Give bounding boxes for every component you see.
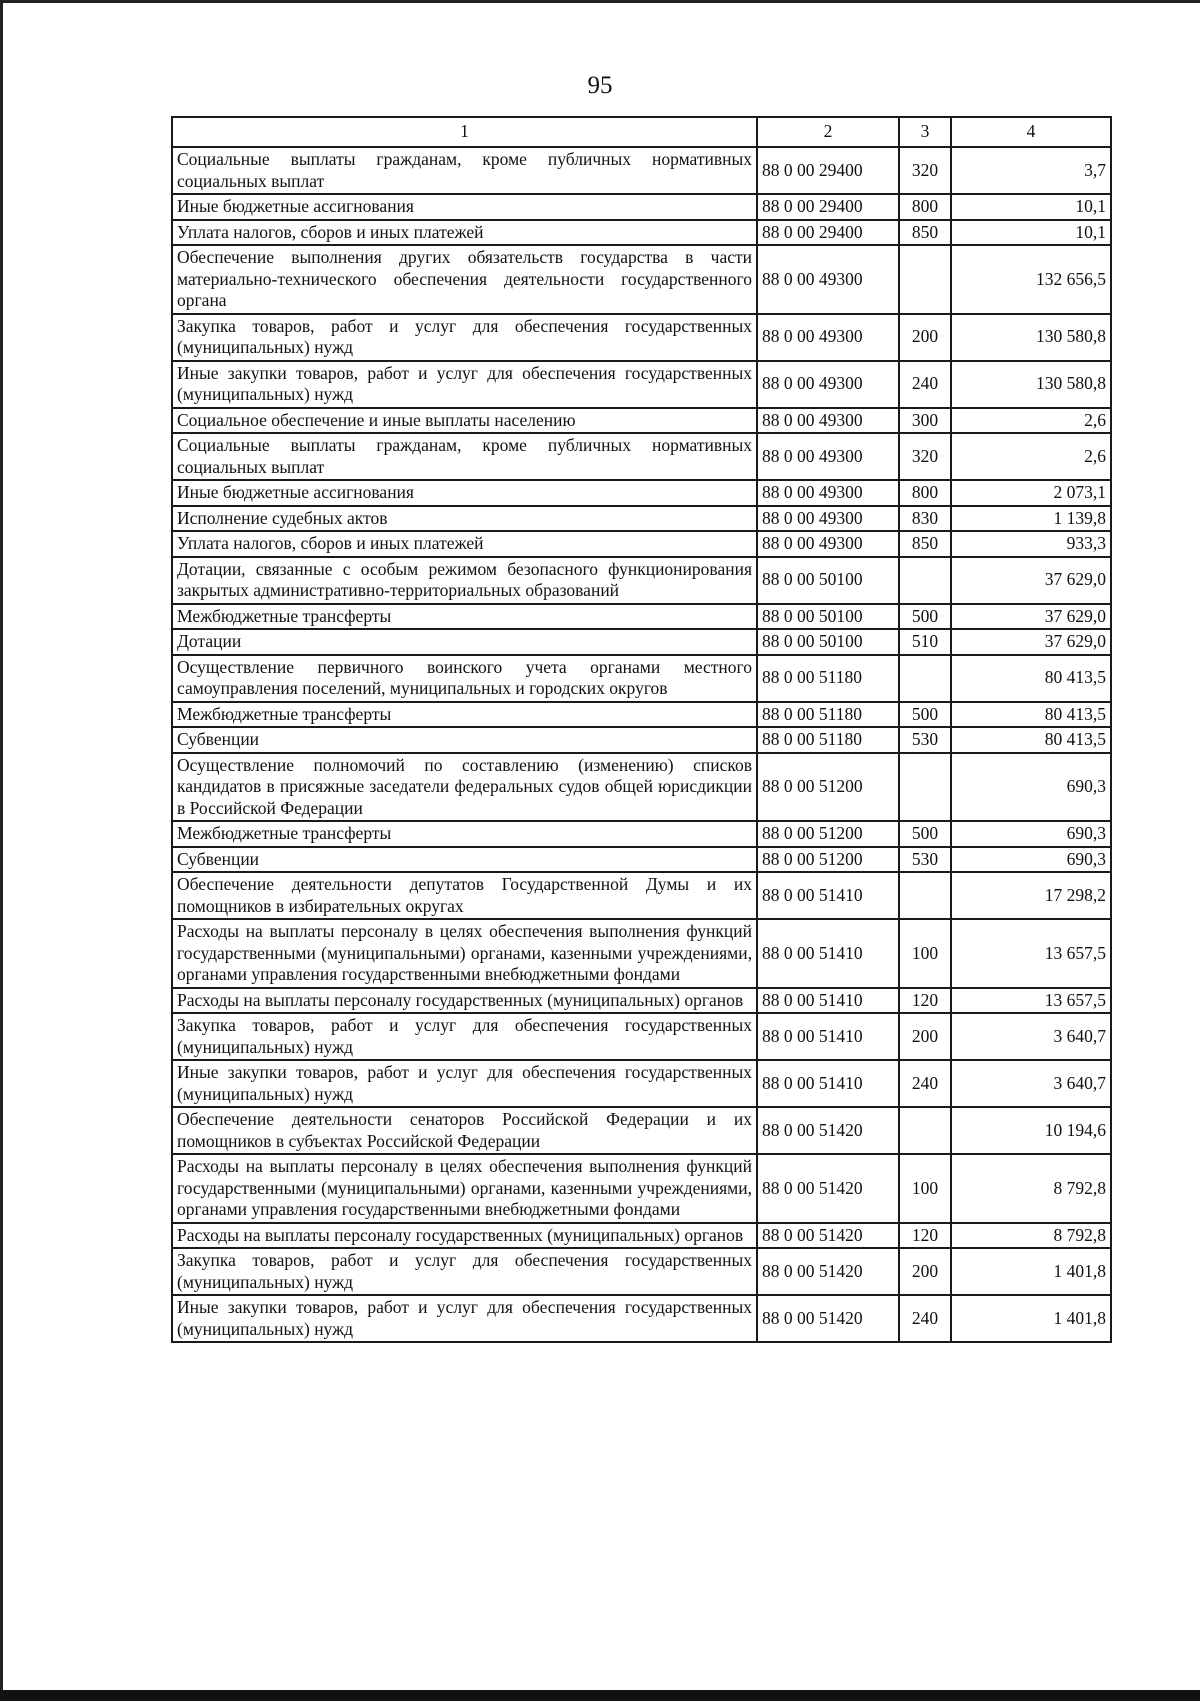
row-amount-cell: 2,6 <box>951 433 1111 480</box>
row-code-cell: 88 0 00 49300 <box>757 361 899 408</box>
table-row <box>172 919 1111 988</box>
row-amount-cell: 80 413,5 <box>951 727 1111 753</box>
row-name-cell: Социальное обеспечение и иные выплаты населению <box>172 408 757 434</box>
row-code-cell: 88 0 00 49300 <box>757 245 899 314</box>
row-code-cell: 88 0 00 51410 <box>757 872 899 919</box>
table-row <box>172 1154 1111 1223</box>
table-row <box>172 480 1111 506</box>
table-row <box>172 847 1111 873</box>
row-code-cell: 88 0 00 51410 <box>757 988 899 1014</box>
row-type-cell: 200 <box>899 314 951 361</box>
row-type-cell: 120 <box>899 1223 951 1249</box>
row-amount-cell: 17 298,2 <box>951 872 1111 919</box>
row-amount-cell: 13 657,5 <box>951 988 1111 1014</box>
row-code-cell: 88 0 00 49300 <box>757 408 899 434</box>
row-type-cell: 240 <box>899 1295 951 1342</box>
row-name-cell: Иные закупки товаров, работ и услуг для обеспечения государственных (муниципальных) нужд <box>172 1295 757 1342</box>
page-number: 95 <box>587 72 613 99</box>
column-header-amount: 4 <box>951 117 1111 147</box>
row-type-cell: 500 <box>899 821 951 847</box>
row-type-cell: 320 <box>899 147 951 194</box>
row-amount-cell: 10 194,6 <box>951 1107 1111 1154</box>
row-name-cell: Расходы на выплаты персоналу в целях обеспечения выполнения функций государственными (муниципальными) органами, казенными учреждениями, органами управления государственными внебюджетными фондами <box>172 919 757 988</box>
table-row <box>172 433 1111 480</box>
row-code-cell: 88 0 00 29400 <box>757 147 899 194</box>
table-row <box>172 147 1111 194</box>
row-name-cell: Уплата налогов, сборов и иных платежей <box>172 220 757 246</box>
table-row <box>172 1107 1111 1154</box>
row-amount-cell: 80 413,5 <box>951 655 1111 702</box>
row-type-cell: 120 <box>899 988 951 1014</box>
scan-edge-left <box>0 0 3 1701</box>
table-row <box>172 1295 1111 1342</box>
row-code-cell: 88 0 00 51200 <box>757 753 899 822</box>
row-code-cell: 88 0 00 29400 <box>757 194 899 220</box>
row-name-cell: Обеспечение выполнения других обязательств государства в части материально-технического обеспечения деятельности государственного органа <box>172 245 757 314</box>
row-code-cell: 88 0 00 51180 <box>757 655 899 702</box>
row-name-cell: Иные закупки товаров, работ и услуг для обеспечения государственных (муниципальных) нужд <box>172 1060 757 1107</box>
row-name-cell: Субвенции <box>172 847 757 873</box>
row-name-cell: Расходы на выплаты персоналу в целях обеспечения выполнения функций государственными (муниципальными) органами, казенными учреждениями, органами управления государственными внебюджетными фондами <box>172 1154 757 1223</box>
row-name-cell: Осуществление полномочий по составлению (изменению) списков кандидатов в присяжные заседатели федеральных судов общей юрисдикции в Российской Федерации <box>172 753 757 822</box>
row-amount-cell: 80 413,5 <box>951 702 1111 728</box>
row-type-cell <box>899 655 951 702</box>
row-amount-cell: 933,3 <box>951 531 1111 557</box>
row-type-cell <box>899 872 951 919</box>
row-type-cell: 240 <box>899 1060 951 1107</box>
row-amount-cell: 2,6 <box>951 408 1111 434</box>
row-code-cell: 88 0 00 51410 <box>757 919 899 988</box>
row-name-cell: Межбюджетные трансферты <box>172 702 757 728</box>
table-row <box>172 1223 1111 1249</box>
scan-edge-bottom <box>0 1690 1200 1701</box>
row-type-cell: 240 <box>899 361 951 408</box>
table-row <box>172 531 1111 557</box>
row-amount-cell: 2 073,1 <box>951 480 1111 506</box>
row-type-cell <box>899 1107 951 1154</box>
row-code-cell: 88 0 00 49300 <box>757 480 899 506</box>
row-name-cell: Иные закупки товаров, работ и услуг для обеспечения государственных (муниципальных) нужд <box>172 361 757 408</box>
row-type-cell <box>899 557 951 604</box>
table-row <box>172 872 1111 919</box>
row-amount-cell: 690,3 <box>951 821 1111 847</box>
row-type-cell: 500 <box>899 604 951 630</box>
row-name-cell: Закупка товаров, работ и услуг для обеспечения государственных (муниципальных) нужд <box>172 314 757 361</box>
table-row <box>172 245 1111 314</box>
table-row <box>172 1248 1111 1295</box>
row-code-cell: 88 0 00 51420 <box>757 1154 899 1223</box>
row-amount-cell: 37 629,0 <box>951 629 1111 655</box>
row-name-cell: Обеспечение деятельности депутатов Государственной Думы и их помощников в избирательных округах <box>172 872 757 919</box>
table-row <box>172 727 1111 753</box>
table-row <box>172 506 1111 532</box>
row-type-cell: 500 <box>899 702 951 728</box>
row-name-cell: Иные бюджетные ассигнования <box>172 480 757 506</box>
table-row <box>172 361 1111 408</box>
row-type-cell: 200 <box>899 1248 951 1295</box>
row-code-cell: 88 0 00 51180 <box>757 727 899 753</box>
row-amount-cell: 690,3 <box>951 753 1111 822</box>
row-name-cell: Осуществление первичного воинского учета органами местного самоуправления поселений, муниципальных и городских округов <box>172 655 757 702</box>
row-amount-cell: 10,1 <box>951 194 1111 220</box>
row-amount-cell: 8 792,8 <box>951 1154 1111 1223</box>
row-type-cell: 100 <box>899 919 951 988</box>
row-amount-cell: 1 139,8 <box>951 506 1111 532</box>
table-row <box>172 702 1111 728</box>
row-code-cell: 88 0 00 51200 <box>757 821 899 847</box>
table-row <box>172 314 1111 361</box>
column-header-type: 3 <box>899 117 951 147</box>
scan-edge-top <box>0 0 1200 3</box>
row-type-cell: 800 <box>899 480 951 506</box>
row-code-cell: 88 0 00 50100 <box>757 629 899 655</box>
row-name-cell: Расходы на выплаты персоналу государственных (муниципальных) органов <box>172 1223 757 1249</box>
row-code-cell: 88 0 00 49300 <box>757 506 899 532</box>
row-type-cell <box>899 245 951 314</box>
row-type-cell: 830 <box>899 506 951 532</box>
row-type-cell: 850 <box>899 531 951 557</box>
table-row <box>172 753 1111 822</box>
row-amount-cell: 132 656,5 <box>951 245 1111 314</box>
table-body <box>172 147 1111 1342</box>
row-amount-cell: 37 629,0 <box>951 557 1111 604</box>
row-name-cell: Исполнение судебных актов <box>172 506 757 532</box>
row-name-cell: Социальные выплаты гражданам, кроме публичных нормативных социальных выплат <box>172 147 757 194</box>
table-row <box>172 408 1111 434</box>
row-code-cell: 88 0 00 51420 <box>757 1223 899 1249</box>
row-code-cell: 88 0 00 51420 <box>757 1295 899 1342</box>
row-type-cell: 530 <box>899 847 951 873</box>
row-name-cell: Субвенции <box>172 727 757 753</box>
row-name-cell: Закупка товаров, работ и услуг для обеспечения государственных (муниципальных) нужд <box>172 1013 757 1060</box>
row-code-cell: 88 0 00 51180 <box>757 702 899 728</box>
row-code-cell: 88 0 00 50100 <box>757 604 899 630</box>
table-row <box>172 1060 1111 1107</box>
row-type-cell <box>899 753 951 822</box>
row-name-cell: Социальные выплаты гражданам, кроме публичных нормативных социальных выплат <box>172 433 757 480</box>
row-name-cell: Межбюджетные трансферты <box>172 821 757 847</box>
table-row <box>172 821 1111 847</box>
table-header-row <box>172 117 1111 147</box>
row-amount-cell: 3 640,7 <box>951 1060 1111 1107</box>
row-name-cell: Иные бюджетные ассигнования <box>172 194 757 220</box>
row-amount-cell: 690,3 <box>951 847 1111 873</box>
row-type-cell: 850 <box>899 220 951 246</box>
row-amount-cell: 1 401,8 <box>951 1248 1111 1295</box>
row-amount-cell: 8 792,8 <box>951 1223 1111 1249</box>
row-name-cell: Дотации, связанные с особым режимом безопасного функционирования закрытых административно-территориальных образований <box>172 557 757 604</box>
table-row <box>172 655 1111 702</box>
row-amount-cell: 10,1 <box>951 220 1111 246</box>
row-type-cell: 800 <box>899 194 951 220</box>
row-amount-cell: 130 580,8 <box>951 361 1111 408</box>
row-code-cell: 88 0 00 49300 <box>757 433 899 480</box>
row-type-cell: 530 <box>899 727 951 753</box>
row-code-cell: 88 0 00 50100 <box>757 557 899 604</box>
row-type-cell: 100 <box>899 1154 951 1223</box>
budget-table <box>171 116 1112 1343</box>
row-name-cell: Уплата налогов, сборов и иных платежей <box>172 531 757 557</box>
table-row <box>172 557 1111 604</box>
row-type-cell: 300 <box>899 408 951 434</box>
row-code-cell: 88 0 00 49300 <box>757 531 899 557</box>
row-code-cell: 88 0 00 49300 <box>757 314 899 361</box>
row-code-cell: 88 0 00 51410 <box>757 1060 899 1107</box>
row-name-cell: Расходы на выплаты персоналу государственных (муниципальных) органов <box>172 988 757 1014</box>
table-row <box>172 220 1111 246</box>
row-type-cell: 510 <box>899 629 951 655</box>
row-amount-cell: 13 657,5 <box>951 919 1111 988</box>
row-amount-cell: 1 401,8 <box>951 1295 1111 1342</box>
column-header-code: 2 <box>757 117 899 147</box>
row-type-cell: 200 <box>899 1013 951 1060</box>
table-row <box>172 988 1111 1014</box>
row-code-cell: 88 0 00 51420 <box>757 1107 899 1154</box>
row-amount-cell: 130 580,8 <box>951 314 1111 361</box>
row-name-cell: Закупка товаров, работ и услуг для обеспечения государственных (муниципальных) нужд <box>172 1248 757 1295</box>
table-row <box>172 1013 1111 1060</box>
row-name-cell: Межбюджетные трансферты <box>172 604 757 630</box>
row-code-cell: 88 0 00 51200 <box>757 847 899 873</box>
row-name-cell: Обеспечение деятельности сенаторов Российской Федерации и их помощников в субъектах Российской Федерации <box>172 1107 757 1154</box>
table-row <box>172 604 1111 630</box>
table-row <box>172 194 1111 220</box>
table-row <box>172 629 1111 655</box>
row-type-cell: 320 <box>899 433 951 480</box>
column-header-name: 1 <box>172 117 757 147</box>
row-code-cell: 88 0 00 51420 <box>757 1248 899 1295</box>
row-amount-cell: 37 629,0 <box>951 604 1111 630</box>
row-code-cell: 88 0 00 29400 <box>757 220 899 246</box>
row-name-cell: Дотации <box>172 629 757 655</box>
row-code-cell: 88 0 00 51410 <box>757 1013 899 1060</box>
row-amount-cell: 3,7 <box>951 147 1111 194</box>
row-amount-cell: 3 640,7 <box>951 1013 1111 1060</box>
